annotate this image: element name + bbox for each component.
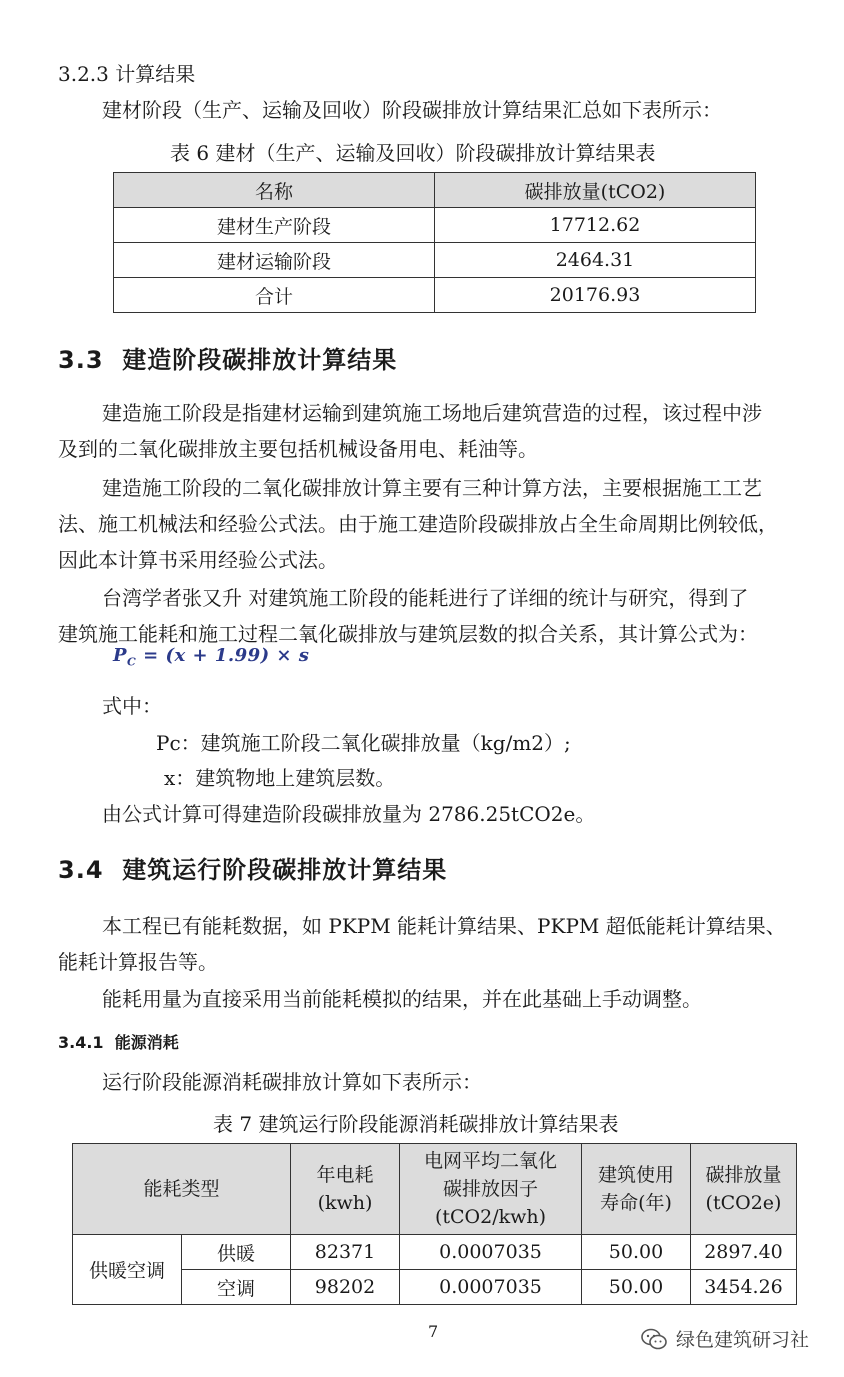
column-header: 名称 xyxy=(114,173,435,208)
table-cell: 供暖空调 xyxy=(73,1235,182,1305)
definition-x: x：建筑物地上建筑层数。 xyxy=(164,766,396,790)
table-cell: 98202 xyxy=(291,1270,400,1305)
table-cell: 合计 xyxy=(114,278,435,313)
paragraph-line: 运行阶段能源消耗碳排放计算如下表所示： xyxy=(102,1070,482,1094)
table-row xyxy=(73,1270,797,1305)
paragraph-line: 台湾学者张又升 对建筑施工阶段的能耗进行了详细的统计与研究，得到了 xyxy=(102,586,749,610)
table-cell: 17712.62 xyxy=(435,208,756,243)
table-cell: 0.0007035 xyxy=(400,1235,582,1270)
heading-text: 建造阶段碳排放计算结果 xyxy=(122,346,398,374)
table-cell: 空调 xyxy=(182,1270,291,1305)
paragraph-line: 法、施工机械法和经验公式法。由于施工建造阶段碳排放占全生命周期比例较低， xyxy=(58,512,778,536)
formula: $P_C = (x + 1.99) \times s$ xyxy=(113,645,310,669)
paragraph-line: 建筑施工能耗和施工过程二氧化碳排放与建筑层数的拟合关系，其计算公式为： xyxy=(58,622,758,646)
column-header: 碳排放量 (tCO2e) xyxy=(691,1144,797,1235)
table-cell: 2464.31 xyxy=(435,243,756,278)
table-cell: 20176.93 xyxy=(435,278,756,313)
column-header: 年电耗 (kwh) xyxy=(291,1144,400,1235)
definition-pc: Pc：建筑施工阶段二氧化碳排放量（kg/m2）; xyxy=(156,731,571,755)
paragraph: 建材阶段（生产、运输及回收）阶段碳排放计算结果汇总如下表所示： xyxy=(102,98,722,122)
table-row xyxy=(114,278,756,313)
table-header-row xyxy=(73,1144,797,1235)
table-cell: 2897.40 xyxy=(691,1235,797,1270)
table-row xyxy=(114,208,756,243)
column-header: 建筑使用 寿命(年) xyxy=(582,1144,691,1235)
paragraph-line: 建造施工阶段是指建材运输到建筑施工场地后建筑营造的过程，该过程中涉 xyxy=(102,401,762,425)
table-row xyxy=(73,1235,797,1270)
result-line: 由公式计算可得建造阶段碳排放量为 2786.25tCO2e。 xyxy=(102,802,596,826)
table-cell: 3454.26 xyxy=(691,1270,797,1305)
where-label: 式中： xyxy=(102,694,162,718)
section-heading-3-2-3: 3.2.3 计算结果 xyxy=(58,62,196,86)
paragraph-line: 能耗计算报告等。 xyxy=(58,950,218,974)
section-heading-3-4-1 xyxy=(58,1030,179,1053)
paragraph-line: 因此本计算书采用经验公式法。 xyxy=(58,548,338,572)
heading-text: 建筑运行阶段碳排放计算结果 xyxy=(122,856,448,884)
section-heading-3-4 xyxy=(58,850,447,885)
table-cell: 0.0007035 xyxy=(400,1270,582,1305)
section-heading-3-3 xyxy=(58,340,397,375)
heading-text: 能源消耗 xyxy=(114,1033,179,1052)
table-row xyxy=(114,243,756,278)
table-cell: 82371 xyxy=(291,1235,400,1270)
table-cell: 50.00 xyxy=(582,1235,691,1270)
watermark xyxy=(640,1325,809,1352)
table-cell: 建材生产阶段 xyxy=(114,208,435,243)
paragraph-line: 能耗用量为直接采用当前能耗模拟的结果，并在此基础上手动调整。 xyxy=(102,987,702,1011)
heading-number: 3.4 xyxy=(58,856,104,884)
heading-number: 3.4.1 xyxy=(58,1033,104,1052)
table-6 xyxy=(113,172,756,313)
table-6-caption: 表 6 建材（生产、运输及回收）阶段碳排放计算结果表 xyxy=(170,141,656,165)
table-cell: 供暖 xyxy=(182,1235,291,1270)
table-7 xyxy=(72,1143,797,1305)
table-header-row xyxy=(114,173,756,208)
column-header: 能耗类型 xyxy=(73,1144,291,1235)
page-number: 7 xyxy=(428,1322,439,1341)
paragraph-line: 本工程已有能耗数据，如 PKPM 能耗计算结果、PKPM 超低能耗计算结果、 xyxy=(102,914,786,938)
column-header: 碳排放量(tCO2) xyxy=(435,173,756,208)
table-cell: 建材运输阶段 xyxy=(114,243,435,278)
heading-number: 3.3 xyxy=(58,346,104,374)
column-header: 电网平均二氧化 碳排放因子 (tCO2/kwh) xyxy=(400,1144,582,1235)
paragraph-line: 及到的二氧化碳排放主要包括机械设备用电、耗油等。 xyxy=(58,437,538,461)
paragraph-line: 建造施工阶段的二氧化碳排放计算主要有三种计算方法，主要根据施工工艺 xyxy=(102,476,762,500)
table-7-caption: 表 7 建筑运行阶段能源消耗碳排放计算结果表 xyxy=(213,1112,619,1136)
watermark-text: 绿色建筑研习社 xyxy=(676,1329,810,1351)
wechat-icon xyxy=(640,1327,668,1351)
table-cell: 50.00 xyxy=(582,1270,691,1305)
